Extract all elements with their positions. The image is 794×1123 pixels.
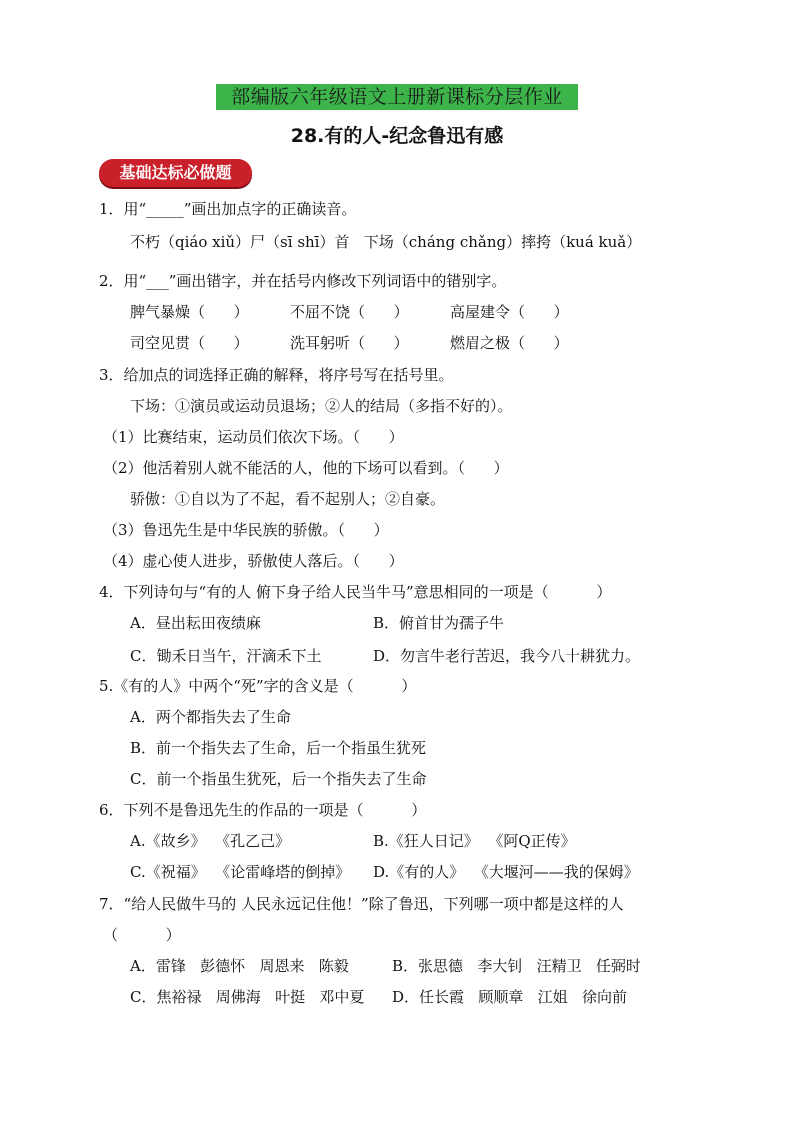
q6-option-a: A.《故乡》 《孔乙己》: [130, 832, 291, 850]
header-banner: 部编版六年级语文上册新课标分层作业: [216, 84, 578, 110]
q3-sentence: （4）虚心使人进步，骄傲使人落后。（ ）: [103, 552, 404, 570]
q5-option-c: C．前一个指虽生犹死，后一个指失去了生命: [130, 770, 427, 788]
page-title: 28.有的人-纪念鲁迅有感: [290, 125, 504, 147]
q2-item: 司空见贯（ ）: [130, 334, 249, 352]
q7-option-b: B．张思德 李大钊 汪精卫 任弼时: [392, 957, 641, 975]
q1-stem: 1．用“_____”画出加点字的正确读音。: [99, 200, 357, 218]
q7-stem: 7．“给人民做牛马的 人民永远记住他！”除了鲁迅，下列哪一项中都是这样的人: [99, 895, 624, 913]
q5-option-a: A．两个都指失去了生命: [130, 708, 291, 726]
q3-sentence: （3）鲁迅先生是中华民族的骄傲。（ ）: [103, 521, 389, 539]
q3-stem: 3．给加点的词选择正确的解释，将序号写在括号里。: [99, 366, 454, 384]
q1-pinyin-line: 不朽（qiáo xiǔ）尸（sī shī）首 下场（cháng chǎng）摔挎（kuá kuǎ）: [130, 233, 642, 251]
q7-option-a: A．雷锋 彭德怀 周恩来 陈毅: [130, 957, 349, 975]
q6-option-c: C.《祝福》 《论雷峰塔的倒掉》: [130, 863, 351, 881]
q6-stem: 6．下列不是鲁迅先生的作品的一项是（ ）: [99, 801, 427, 819]
q2-item: 洗耳躬听（ ）: [290, 334, 409, 352]
q2-item: 脾气暴燥（ ）: [130, 303, 249, 321]
section-badge: 基础达标必做题: [99, 159, 252, 187]
q4-stem: 4．下列诗句与“有的人 俯下身子给人民当牛马”意思相同的一项是（ ）: [99, 583, 612, 601]
q4-option-a: A．昼出耘田夜绩麻: [130, 614, 261, 632]
q3-definition: 骄傲：①自以为了不起，看不起别人；②自豪。: [130, 490, 446, 508]
q7-option-d: D．任长霞 顾顺章 江姐 徐向前: [392, 988, 627, 1006]
q5-stem: 5.《有的人》中两个“死”字的含义是（ ）: [99, 677, 417, 695]
q2-item: 燃眉之极（ ）: [450, 334, 569, 352]
q6-option-b: B.《狂人日记》 《阿Q正传》: [373, 832, 576, 850]
q7-option-c: C．焦裕禄 周佛海 叶挺 邓中夏: [130, 988, 365, 1006]
q2-stem: 2．用“___”画出错字，并在括号内修改下列词语中的错别字。: [99, 272, 507, 290]
q3-sentence: （1）比赛结束，运动员们依次下场。（ ）: [103, 428, 404, 446]
q4-option-d: D．勿言牛老行苦迟，我今八十耕犹力。: [373, 647, 641, 665]
q2-item: 不屈不饶（ ）: [290, 303, 409, 321]
q2-item: 高屋建令（ ）: [450, 303, 569, 321]
q4-option-c: C．锄禾日当午，汗滴禾下土: [130, 647, 322, 665]
q6-option-d: D.《有的人》 《大堰河——我的保姆》: [373, 863, 639, 881]
q5-option-b: B．前一个指失去了生命，后一个指虽生犹死: [130, 739, 427, 757]
q7-answer-bracket: （ ）: [103, 926, 181, 944]
q3-sentence: （2）他活着别人就不能活的人，他的下场可以看到。（ ）: [103, 459, 509, 477]
q3-definition: 下场：①演员或运动员退场；②人的结局（多指不好的）。: [130, 397, 513, 415]
q4-option-b: B．俯首甘为孺子牛: [373, 614, 505, 632]
